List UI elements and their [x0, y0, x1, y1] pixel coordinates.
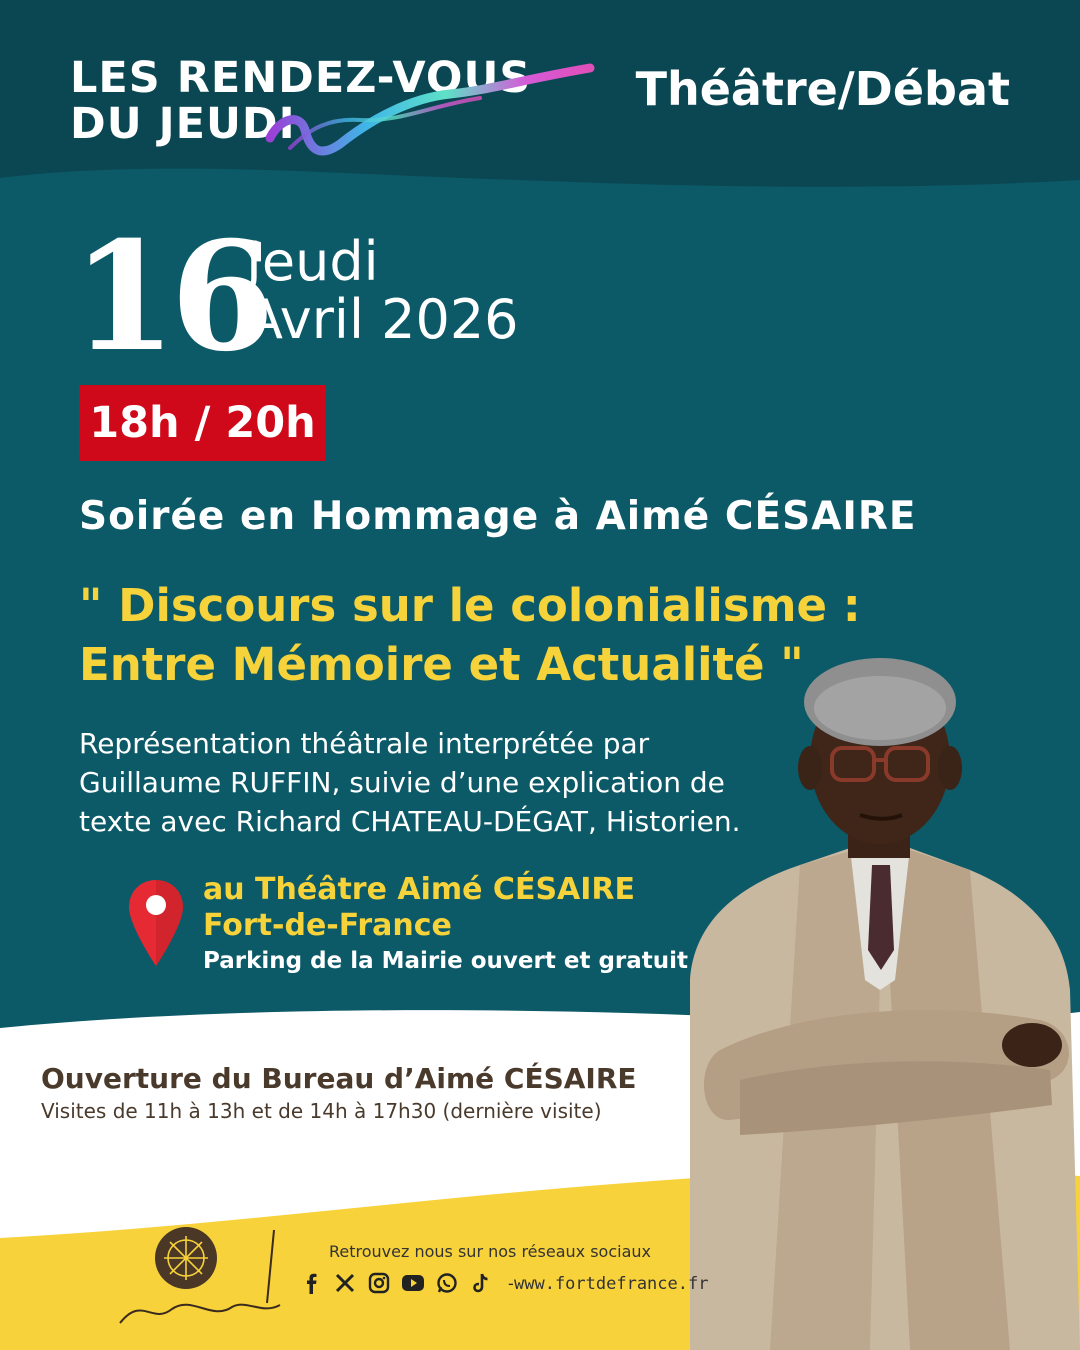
- description-line-3: texte avec Richard CHATEAU-DÉGAT, Historien.: [79, 805, 741, 838]
- venue-block: [203, 872, 688, 978]
- quote-line-2: Entre Mémoire et Actualité ": [79, 638, 804, 691]
- description-line-1: Représentation théâtrale interprétée par: [79, 727, 650, 760]
- parking-info: Parking de la Mairie ouvert et gratuit: [203, 948, 689, 974]
- instagram-icon[interactable]: [366, 1270, 392, 1296]
- event-weekday: Jeudi: [246, 230, 379, 293]
- event-day-number: 16: [72, 209, 269, 385]
- social-icons-row: [298, 1270, 514, 1296]
- brand-line-1: LES RENDEZ-VOUS: [70, 53, 532, 103]
- social-networks-label: Retrouvez nous sur nos réseaux sociaux: [329, 1242, 651, 1261]
- venue-city: Fort-de-France: [203, 908, 452, 943]
- quote-line-1: " Discours sur le colonialisme :: [79, 579, 861, 632]
- event-category: Théâtre/Débat: [635, 62, 1010, 116]
- footer-separator: -: [508, 1273, 514, 1293]
- event-description: [79, 724, 741, 841]
- facebook-icon[interactable]: [298, 1270, 324, 1296]
- portrait-photo: [680, 650, 1080, 1350]
- tiktok-icon[interactable]: [468, 1270, 494, 1296]
- x-icon[interactable]: [332, 1270, 358, 1296]
- office-hours: Visites de 11h à 13h et de 14h à 17h30 (dernière visite): [41, 1099, 602, 1123]
- description-line-2: Guillaume RUFFIN, suivie d’une explication de: [79, 766, 725, 799]
- office-opening-block: [41, 1061, 637, 1125]
- venue-name: au Théâtre Aimé CÉSAIRE: [203, 872, 636, 907]
- brand-line-2: DU JEUDI: [70, 99, 296, 149]
- brush-stroke-decoration: [260, 58, 605, 168]
- youtube-icon[interactable]: [400, 1270, 426, 1296]
- whatsapp-icon[interactable]: [434, 1270, 460, 1296]
- event-title: Soirée en Hommage à Aimé CÉSAIRE: [79, 494, 917, 539]
- location-pin-icon: [126, 878, 186, 968]
- event-month-year: Avril 2026: [246, 288, 519, 351]
- time-badge: 18h / 20h: [79, 385, 326, 461]
- city-logo: [112, 1225, 282, 1335]
- website-link[interactable]: www.fortdefrance.fr: [514, 1274, 709, 1294]
- office-title: Ouverture du Bureau d’Aimé CÉSAIRE: [41, 1062, 637, 1095]
